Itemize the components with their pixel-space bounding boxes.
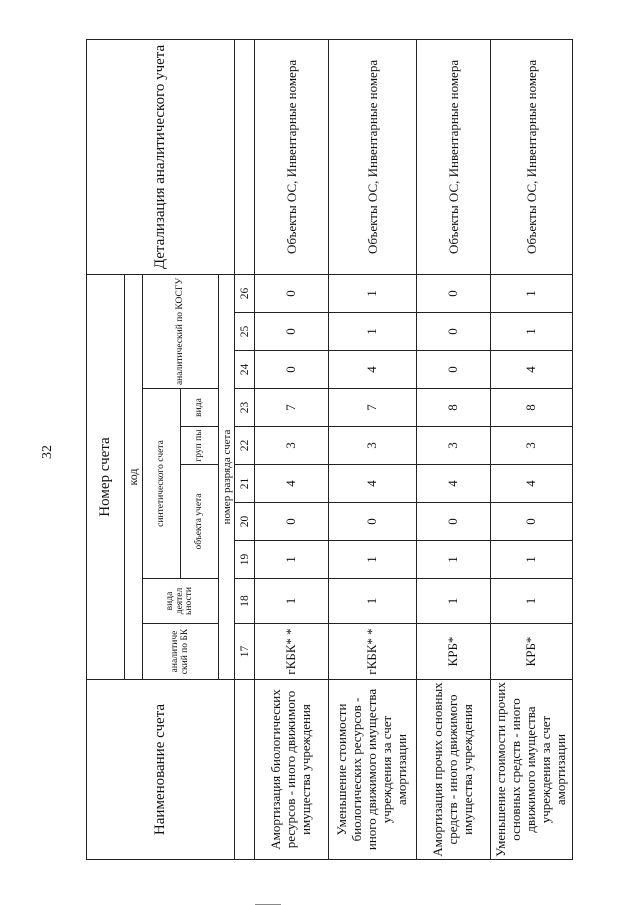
row-kbk: КРБ* bbox=[491, 624, 573, 680]
row-cell: 0 bbox=[255, 503, 329, 541]
digit-blank bbox=[235, 680, 255, 860]
digit-17: 17 bbox=[235, 624, 255, 680]
row-cell: 1 bbox=[491, 541, 573, 579]
row-kbk: КРБ* bbox=[417, 624, 491, 680]
accounts-table bbox=[86, 39, 573, 860]
page-number: 32 bbox=[40, 445, 55, 459]
digit-24: 24 bbox=[235, 351, 255, 389]
row-cell: 1 bbox=[417, 541, 491, 579]
header-group: груп пы bbox=[181, 427, 219, 465]
digit-26: 26 bbox=[235, 274, 255, 312]
row-cell: 0 bbox=[417, 351, 491, 389]
table-row bbox=[491, 39, 573, 859]
header-object: объекта учета bbox=[181, 465, 219, 579]
row-cell: 1 bbox=[491, 274, 573, 312]
header-account-number: Номер счета bbox=[87, 274, 125, 679]
row-name: Амортизация прочих основных средств - иного движимого имущества учреждения bbox=[417, 680, 491, 860]
row-cell: 0 bbox=[255, 274, 329, 312]
header-detail-text: Детализация аналитического учета bbox=[152, 44, 168, 270]
row-cell: 8 bbox=[417, 389, 491, 427]
row-cell: 3 bbox=[329, 427, 417, 465]
table-row bbox=[329, 39, 417, 859]
digit-25: 25 bbox=[235, 313, 255, 351]
row-cell: 1 bbox=[417, 579, 491, 624]
row-cell: 0 bbox=[255, 313, 329, 351]
row-cell: 1 bbox=[491, 579, 573, 624]
row-cell: 1 bbox=[491, 313, 573, 351]
header-kind: вида bbox=[181, 389, 219, 427]
row-cell: 8 bbox=[491, 389, 573, 427]
header-code: код bbox=[125, 274, 143, 679]
row-cell: 4 bbox=[491, 465, 573, 503]
row-cell: 7 bbox=[255, 389, 329, 427]
row-detail: Объекты ОС, Инвентарные номера bbox=[491, 39, 573, 274]
row-detail: Объекты ОС, Инвентарные номера bbox=[417, 39, 491, 274]
row-cell: 1 bbox=[255, 579, 329, 624]
row-cell: 0 bbox=[417, 274, 491, 312]
row-cell: 0 bbox=[417, 313, 491, 351]
row-detail: Объекты ОС, Инвентарные номера bbox=[329, 39, 417, 274]
row-cell: 1 bbox=[329, 274, 417, 312]
header-activity: вида деятел ьности bbox=[143, 579, 219, 624]
row-cell: 4 bbox=[329, 351, 417, 389]
digit-22: 22 bbox=[235, 427, 255, 465]
digit-23: 23 bbox=[235, 389, 255, 427]
row-cell: 3 bbox=[491, 427, 573, 465]
header-detail bbox=[87, 39, 235, 274]
row-cell: 3 bbox=[255, 427, 329, 465]
row-name: Амортизация биологических ресурсов - иного движимого имущества учреждения bbox=[255, 680, 329, 860]
row-cell: 0 bbox=[255, 351, 329, 389]
row-cell: 4 bbox=[255, 465, 329, 503]
row-cell: 4 bbox=[417, 465, 491, 503]
row-detail: Объекты ОС, Инвентарные номера bbox=[255, 39, 329, 274]
row-cell: 0 bbox=[329, 503, 417, 541]
row-kbk: гКБК* * bbox=[329, 624, 417, 680]
table-row bbox=[417, 39, 491, 859]
row-cell: 1 bbox=[329, 541, 417, 579]
digit-20: 20 bbox=[235, 503, 255, 541]
digit-detail-blank bbox=[235, 39, 255, 274]
table-row bbox=[255, 39, 329, 859]
header-account-name: Наименование счета bbox=[87, 680, 235, 860]
row-cell: 7 bbox=[329, 389, 417, 427]
row-cell: 0 bbox=[491, 503, 573, 541]
row-cell: 1 bbox=[255, 541, 329, 579]
row-cell: 0 bbox=[417, 503, 491, 541]
digit-21: 21 bbox=[235, 465, 255, 503]
row-name: Уменьшение стоимости биологических ресурсов - иного движимого имущества учреждения за счет амортизации bbox=[329, 680, 417, 860]
row-cell: 3 bbox=[417, 427, 491, 465]
row-kbk: гКБК* * bbox=[255, 624, 329, 680]
row-cell: 4 bbox=[329, 465, 417, 503]
header-kosgu: аналитический по КОСГУ bbox=[143, 274, 219, 388]
header-digit: номер разряда счета bbox=[219, 274, 235, 679]
header-analytic-bk: аналитиче ский по БК bbox=[143, 624, 219, 680]
digit-18: 18 bbox=[235, 579, 255, 624]
digit-19: 19 bbox=[235, 541, 255, 579]
row-cell: 4 bbox=[491, 351, 573, 389]
row-cell: 1 bbox=[329, 579, 417, 624]
row-name: Уменьшение стоимости прочих основных средств - иного движимого имущества учреждения за счет амортизации bbox=[491, 680, 573, 860]
row-cell: 1 bbox=[329, 313, 417, 351]
header-synthetic: синтетического счета bbox=[143, 389, 181, 579]
rotated-table-container bbox=[86, 40, 568, 860]
